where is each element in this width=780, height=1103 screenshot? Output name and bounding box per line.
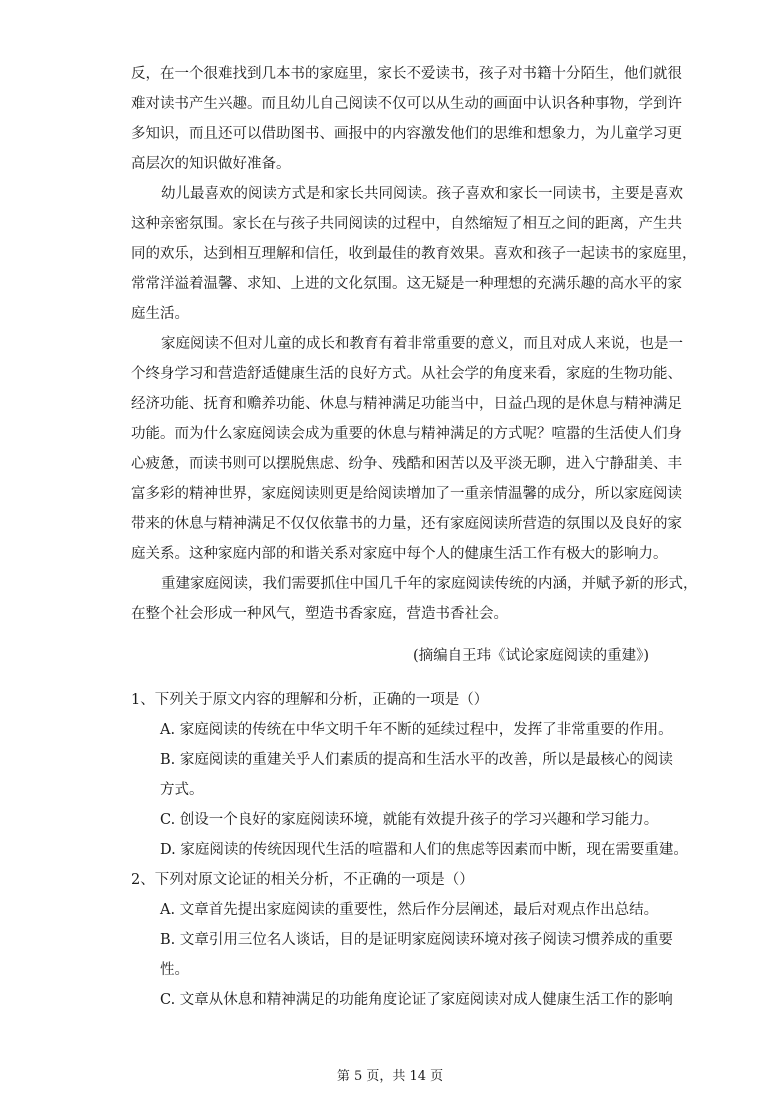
paragraph-line: 难对读书产生兴趣。而且幼儿自己阅读不仅可以从生动的画面中认识各种事物，学到许 [131,96,682,112]
paragraph-line: 心疲惫，而读书则可以摆脱焦虑、纷争、残酷和困苦以及平淡无聊，进入宁静甜美、丰 [131,456,682,472]
paragraph [131,59,682,179]
paragraph-line: 经济功能、抚育和赡养功能、休息与精神满足功能当中，日益凸现的是休息与精神满足 [131,396,682,412]
answer-option: D. 家庭阅读的传统因现代生活的喧嚣和人们的焦虑等因素而中断，现在需要重建。 [160,842,688,858]
answer-option: C. 文章从休息和精神满足的功能角度论证了家庭阅读对成人健康生活工作的影响 [160,992,673,1008]
answer-option: B. 文章引用三位名人谈话，目的是证明家庭阅读环境对孩子阅读习惯养成的重要 [160,932,673,948]
paragraph-line: 常常洋溢着温馨、求知、上进的文化氛围。这无疑是一种理想的充满乐趣的高水平的家 [131,276,682,292]
question [131,685,688,865]
paragraph [131,179,697,329]
answer-option: 方式。 [160,782,204,798]
paragraph-line: 反，在一个很难找到几本书的家庭里，家长不爱读书，孩子对书籍十分陌生，他们就很 [131,66,682,82]
paragraph-line: 功能。而为什么家庭阅读会成为重要的休息与精神满足的方式呢？喧嚣的生活使人们身 [131,426,682,442]
paragraph-line: 多知识，而且还可以借助图书、画报中的内容激发他们的思维和想象力，为儿童学习更 [131,126,682,142]
answer-option: C. 创设一个良好的家庭阅读环境，就能有效提升孩子的学习兴趣和学习能力。 [160,812,659,828]
paragraph-line: 在整个社会形成一种风气，塑造书香家庭，营造书香社会。 [131,606,508,622]
paragraph-line: 个终身学习和营造舒适健康生活的良好方式。从社会学的角度来看，家庭的生物功能、 [131,366,682,382]
paragraph-line: 庭生活。 [131,306,189,322]
paragraph-line: 家庭阅读不但对儿童的成长和教育有着非常重要的意义，而且对成人来说，也是一 [161,336,683,352]
answer-option: 性。 [160,962,189,978]
question-stem: 1、下列关于原文内容的理解和分析，正确的一项是（） [131,692,489,708]
paragraph-line: 这种亲密氛围。家长在与孩子共同阅读的过程中，自然缩短了相互之间的距离，产生共 [131,216,682,232]
article-body [131,59,698,1015]
spacer [131,629,651,641]
question-stem: 2、下列对原文论证的相关分析，不正确的一项是（） [131,872,474,888]
paragraph-line: 幼儿最喜欢的阅读方式是和家长共同阅读。孩子喜欢和家长一同读书，主要是喜欢 [161,186,683,202]
paragraph [131,569,698,629]
paragraph-line: 高层次的知识做好准备。 [131,156,291,172]
paragraph-line: 重建家庭阅读，我们需要抓住中国几千年的家庭阅读传统的内涵，并赋予新的形式， [161,576,698,592]
paragraph-line: 带来的休息与精神满足不仅仅依靠书的力量，还有家庭阅读所营造的氛围以及良好的家 [131,516,682,532]
paragraph [131,329,683,569]
answer-option: A. 文章首先提出家庭阅读的重要性，然后作分层阐述，最后对观点作出总结。 [160,902,659,918]
paragraph-line: 庭关系。这种家庭内部的和谐关系对家庭中每个人的健康生活工作有极大的影响力。 [131,546,668,562]
paragraph-line: 富多彩的精神世界，家庭阅读则更是给阅读增加了一重亲情温馨的成分，所以家庭阅读 [131,486,682,502]
paragraph-line: 同的欢乐，达到相互理解和信任，收到最佳的教育效果。喜欢和孩子一起读书的家庭里， [131,246,697,262]
answer-option: B. 家庭阅读的重建关乎人们素质的提高和生活水平的改善，所以是最核心的阅读 [160,752,673,768]
source-citation: (摘编自王玮《试论家庭阅读的重建》) [412,648,649,664]
question [131,865,673,1015]
spacer [131,671,651,685]
answer-option: A. 家庭阅读的传统在中华文明千年不断的延续过程中，发挥了非常重要的作用。 [160,722,673,738]
page-footer: 第 5 页，共 14 页 [336,1069,444,1084]
